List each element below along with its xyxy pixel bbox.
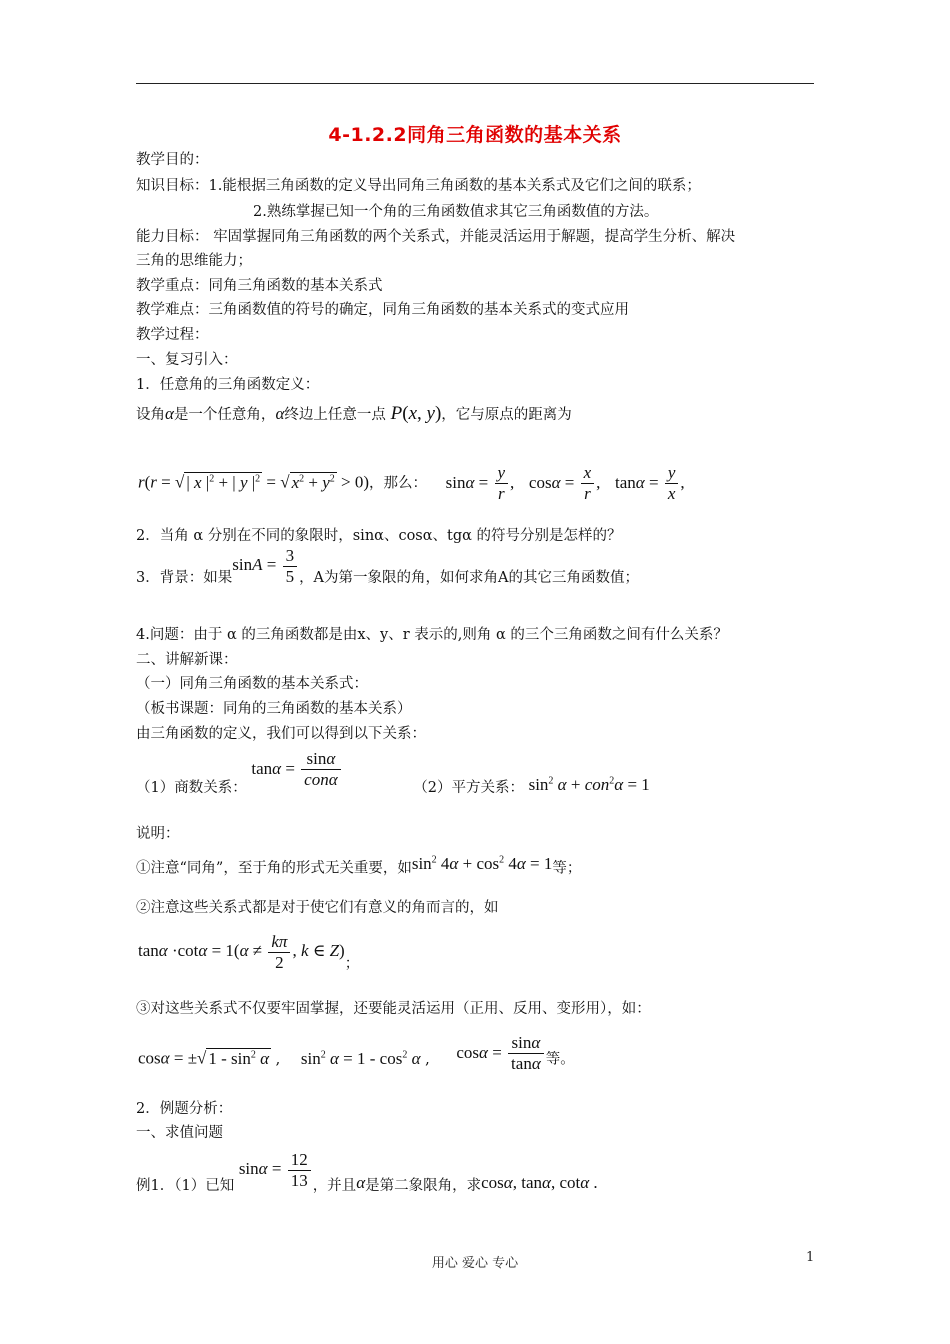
- text-fragment: 例1．（1）已知: [136, 1178, 235, 1194]
- objectives-heading: 教学目的：: [136, 152, 209, 168]
- text-fragment: ，那么：: [369, 475, 428, 492]
- section-review: 一、复习引入：: [136, 352, 238, 368]
- math-sinA: sinA = $\frac{3}{5}$: [232, 555, 299, 574]
- note-meaningful: ②注意这些关系式都是对于使它们有意义的角而言的，如: [136, 900, 499, 916]
- key-point: 教学重点：同角三角函数的基本关系式: [136, 278, 383, 294]
- process-heading: 教学过程：: [136, 327, 209, 343]
- math-quotient-relation: tanα = $\frac{\sin\alpha}{\text{conα}}$: [251, 759, 342, 778]
- text-fragment: ，它与原点的距离为: [441, 407, 572, 423]
- knowledge-goal-1: 知识目标：1.能根据三角函数的定义导出同角三角函数的基本关系式及它们之间的联系；: [136, 178, 701, 194]
- header-rule: [136, 83, 814, 84]
- page-footer: 用心 爱心 专心: [431, 1256, 519, 1271]
- text-fragment: ；: [344, 956, 360, 972]
- square-label: （2）平方关系：: [413, 779, 524, 796]
- text-fragment: ，并且: [312, 1178, 357, 1194]
- definition-sentence: [136, 402, 572, 427]
- text-fragment: 等；: [552, 860, 582, 877]
- math-alpha: α: [275, 404, 285, 423]
- derive-sentence: 由三角函数的定义，我们可以得到以下关系：: [136, 726, 426, 742]
- math-identity-example: $\sin^2 4\alpha + \cos^2 4\alpha = 1$: [411, 853, 553, 873]
- math-find-targets: cosα, tanα, cotα .: [481, 1173, 598, 1192]
- section-new-lesson: 二、讲解新课：: [136, 652, 238, 668]
- math-point: P(x, y): [390, 403, 442, 424]
- explain-heading: 说明：: [136, 826, 180, 842]
- item-quadrant-signs: 2．当角 α 分别在不同的象限时，sinα、cosα、tgα 的符号分别是怎样的？: [136, 528, 622, 544]
- example-heading: 2．例题分析：: [136, 1101, 233, 1117]
- quotient-label: （1）商数关系：: [136, 779, 247, 796]
- page-title: 4-1.2.2同角三角函数的基本关系: [328, 124, 622, 146]
- text-fragment: ①注意“同角”，至于角的形式无关重要，如: [136, 860, 412, 877]
- variant-formulas: cosα = ±√ $1 - \sin^2 \alpha$ , $\sin^2 \alpha = 1 - \cos^2 \alpha$ , cosα = $\frac{\sin\alpha}{\tan\alpha}$ 等。: [138, 1033, 575, 1074]
- math-tan-cot: tanα ·cotα = 1(α ≠ $\frac{k\pi}{2}$ , k ∈ Z): [138, 931, 345, 972]
- sub-heading-relations: （一）同角三角函数的基本关系式：: [136, 676, 368, 692]
- math-square-relation: $\sin^2 \alpha + con^2\alpha = 1$: [528, 774, 650, 794]
- example-1: [136, 1150, 598, 1201]
- math-alpha: α: [165, 404, 174, 423]
- trig-definition-formulas: [138, 454, 685, 509]
- math-cos-sqrt: cosα = ±√ $1 - \sin^2 \alpha$: [138, 1048, 270, 1068]
- math-tan-def: tanα = $\frac{y}{x}$ ,: [615, 463, 685, 504]
- text-fragment: 是一个任意角，: [173, 407, 276, 423]
- item-definition: 1．任意角的三角函数定义：: [136, 377, 320, 393]
- difficulty: 教学难点：三角函数值的符号的确定，同角三角函数的基本关系式的变式应用: [136, 302, 629, 318]
- item-question: 4.问题：由于 α 的三角函数都是由x、y、r 表示的,则角 α 的三个三角函数之间有什么关系？: [136, 627, 728, 643]
- math-r-formula: r(r = √ | x $|^2$ + | y $|^2$ = √ $x^2 + y^2 > 0$): [138, 472, 370, 492]
- ability-goal-1: 能力目标： 牢固掌握同角三角函数的两个关系式，并能灵活运用于解题，提高学生分析、解决: [136, 229, 736, 245]
- text-fragment: 终边上任意一点: [284, 407, 386, 423]
- item-background: [136, 545, 640, 600]
- text-fragment: 3．背景：如果: [136, 570, 233, 586]
- note-flexible: ③对这些关系式不仅要牢固掌握，还要能灵活运用（正用、反用、变形用），如：: [136, 1001, 651, 1017]
- text-fragment: ，A为第一象限的角，如何求角A的其它三角函数值；: [299, 570, 640, 586]
- ability-goal-2: 三角的思维能力；: [136, 253, 252, 269]
- math-sin-def: sinα = $\frac{y}{r}$ ,: [445, 463, 515, 504]
- tan-cot-formula: [138, 926, 359, 977]
- page-number: 1: [806, 1250, 815, 1265]
- math-sin-square: $\sin^2 \alpha = 1 - \cos^2 \alpha$: [300, 1048, 421, 1068]
- math-alpha: α: [356, 1173, 366, 1192]
- text-fragment: 等。: [545, 1051, 575, 1068]
- basic-relations: [136, 749, 650, 803]
- board-title: （板书课题：同角的三角函数的基本关系）: [136, 701, 412, 717]
- knowledge-goal-2: 2.熟练掌握已知一个角的三角函数值求其它三角函数值的方法。: [253, 204, 659, 220]
- text-fragment: 设角: [136, 407, 165, 423]
- find-value-heading: 一、求值问题: [136, 1125, 223, 1141]
- text-fragment: 是第二象限角，求: [365, 1178, 482, 1194]
- math-sin-given: sinα = $\frac{12}{13}$: [239, 1159, 313, 1178]
- math-cos-def: cosα = $\frac{x}{r}$ ,: [528, 463, 601, 504]
- math-cos-quotient: cosα = $\frac{\sin\alpha}{\tan\alpha}$: [456, 1043, 545, 1062]
- note-same-angle: [136, 852, 581, 881]
